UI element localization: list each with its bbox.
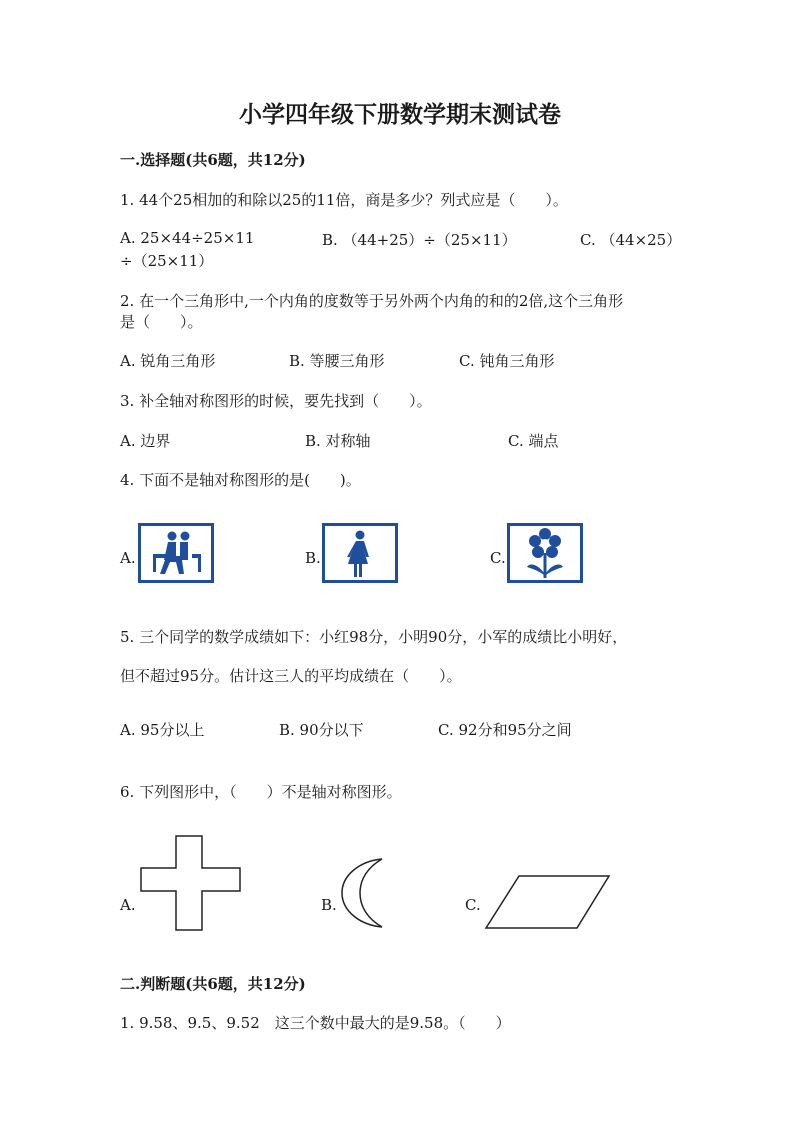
question-1-stem: 1. 44个25相加的和除以25的11倍，商是多少？列式应是（ ）。: [120, 191, 568, 209]
question-5-option-c: C. 92分和95分之间: [438, 721, 572, 739]
question-1-option-c-continued: ÷（25×11）: [120, 252, 214, 270]
question-1-option-a: A. 25×44÷25×11: [120, 229, 255, 247]
question-2-stem-continued: 是（ ）。: [120, 313, 203, 331]
question-5-option-a: A. 95分以上: [120, 721, 205, 739]
two-people-sitting-icon: [138, 523, 214, 583]
question-4-option-a: A.: [120, 549, 136, 567]
question-6-option-c: C.: [465, 896, 481, 914]
question-3-option-a: A. 边界: [120, 432, 171, 450]
question-2-option-b: B. 等腰三角形: [289, 352, 385, 370]
parallelogram-icon: [484, 874, 612, 930]
cross-shape-icon: [140, 835, 242, 931]
question-5-option-b: B. 90分以下: [279, 721, 364, 739]
question-1-option-b: B. （44+25）÷（25×11）: [322, 231, 517, 249]
question-2-option-c: C. 钝角三角形: [459, 352, 555, 370]
question-2-stem: 2. 在一个三角形中,一个内角的度数等于另外两个内角的和的2倍,这个三角形: [120, 292, 624, 310]
question-6-option-a: A.: [120, 896, 136, 914]
question-3-option-b: B. 对称轴: [305, 432, 371, 450]
section-heading-choice: 一.选择题(共6题，共12分): [120, 151, 306, 169]
flower-icon: [507, 523, 583, 583]
page-title: 小学四年级下册数学期末测试卷: [239, 101, 561, 128]
question-4-option-b: B.: [305, 549, 321, 567]
question-2-option-a: A. 锐角三角形: [120, 352, 216, 370]
question-5-stem: 5. 三个同学的数学成绩如下：小红98分，小明90分，小军的成绩比小明好，: [120, 628, 628, 646]
woman-icon: [322, 523, 398, 583]
section-heading-judgment: 二.判断题(共6题，共12分): [120, 975, 306, 993]
question-6-option-b: B.: [321, 896, 337, 914]
question-4-option-c: C.: [490, 549, 506, 567]
question-5-stem-continued: 但不超过95分。估计这三人的平均成绩在（ ）。: [120, 667, 462, 685]
crescent-moon-icon: [338, 857, 388, 929]
judgment-1-stem: 1. 9.58、9.5、9.52 这三个数中最大的是9.58。（ ）: [120, 1014, 511, 1032]
question-1-option-c: C. （44×25）: [580, 231, 682, 249]
question-3-stem: 3. 补全轴对称图形的时候，要先找到（ ）。: [120, 392, 432, 410]
question-3-option-c: C. 端点: [508, 432, 559, 450]
question-6-stem: 6. 下列图形中，（ ）不是轴对称图形。: [120, 783, 402, 801]
question-4-stem: 4. 下面不是轴对称图形的是( )。: [120, 471, 361, 489]
